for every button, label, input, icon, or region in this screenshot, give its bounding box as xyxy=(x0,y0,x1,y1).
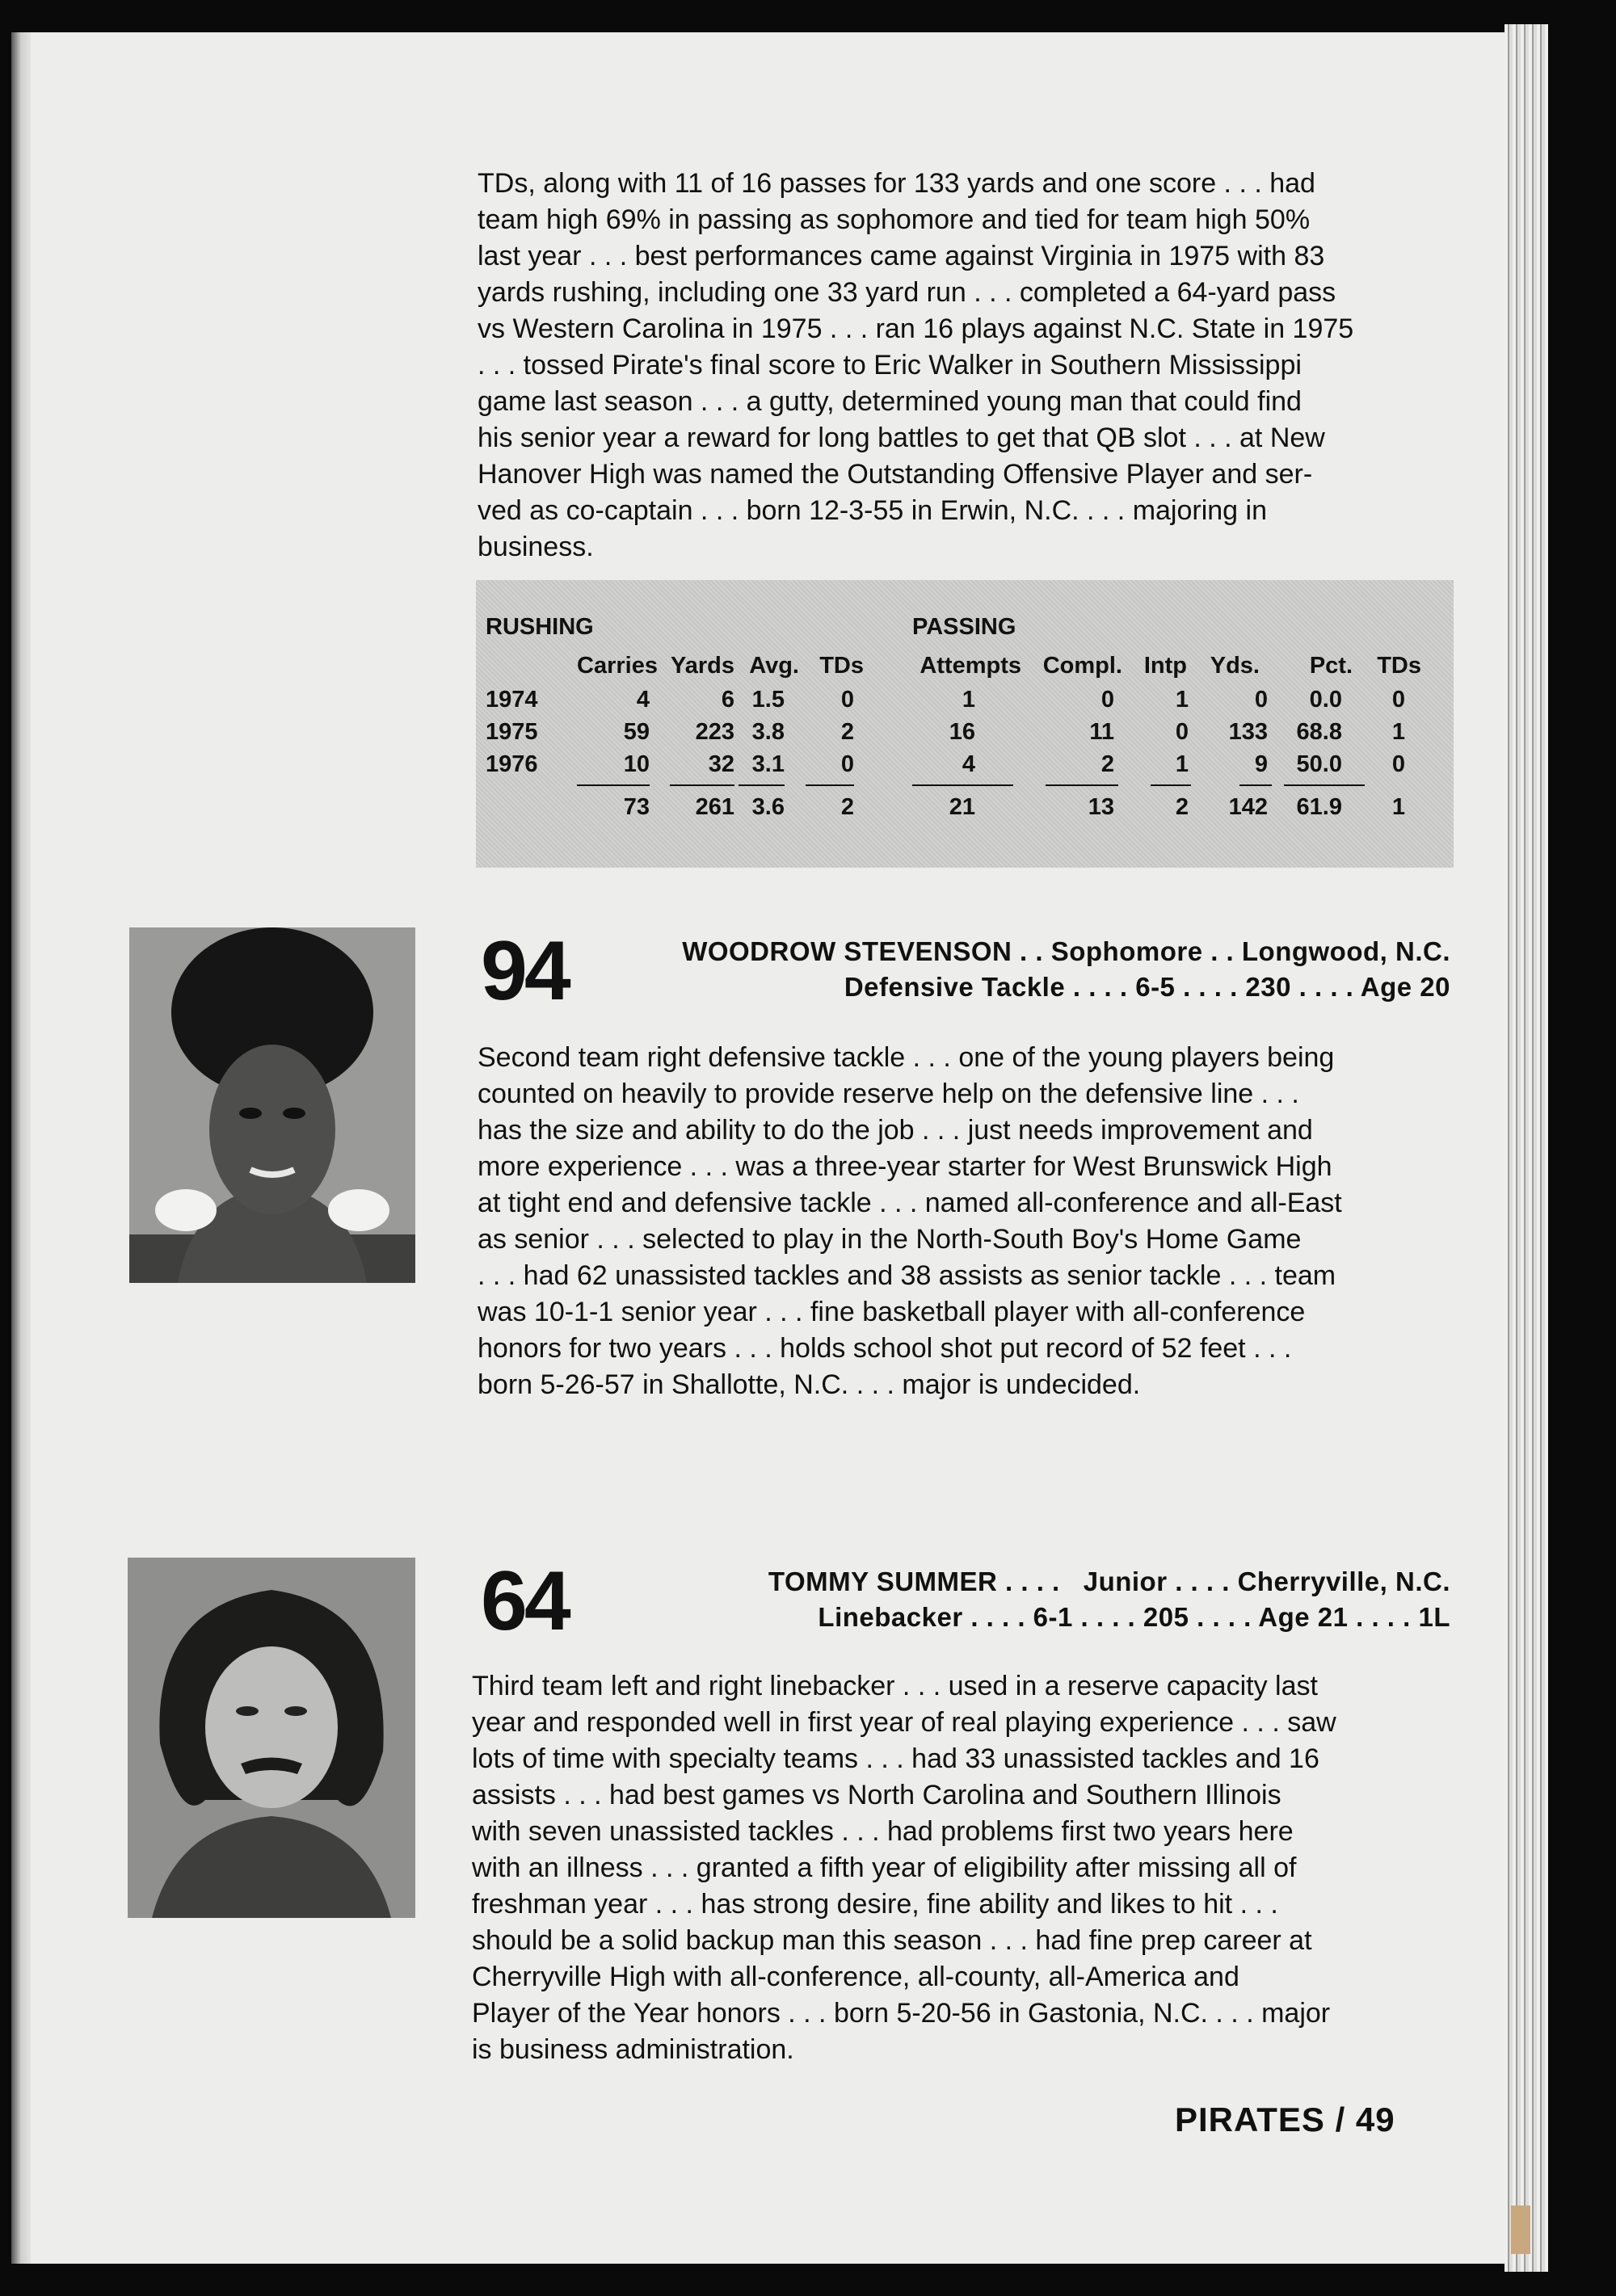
rushing-header: TDs xyxy=(819,653,864,679)
intro-line: TDs, along with 11 of 16 passes for 133 yards and one score . . . had xyxy=(478,168,1315,199)
bio-line: as senior . . . selected to play in the North-South Boy's Home Game xyxy=(478,1224,1302,1255)
stat-cell: 9 xyxy=(1254,751,1268,777)
rushing-header: Yards xyxy=(671,653,734,679)
player-bio xyxy=(478,1040,1451,1403)
stat-cell: 3.1 xyxy=(751,751,785,777)
intro-line: yards rushing, including one 33 yard run . . . completed a 64-yard pass xyxy=(478,277,1336,308)
stat-cell: 0 xyxy=(1391,687,1405,713)
bio-line: at tight end and defensive tackle . . . named all-conference and all-East xyxy=(478,1188,1342,1218)
stat-cell: 223 xyxy=(695,719,734,745)
stat-cell: 0 xyxy=(1254,687,1268,713)
stat-cell: 0 xyxy=(1100,687,1114,713)
jersey-number: 64 xyxy=(481,1554,568,1648)
total-cell: 2 xyxy=(840,794,854,820)
player-bio xyxy=(472,1668,1451,2068)
bio-line: . . . had 62 unassisted tackles and 38 assists as senior tackle . . . team xyxy=(478,1260,1336,1291)
total-cell: 142 xyxy=(1228,794,1268,820)
stat-cell: 16 xyxy=(949,719,975,745)
stat-cell: 133 xyxy=(1228,719,1268,745)
rushing-header: Avg. xyxy=(749,653,799,679)
stat-cell: 59 xyxy=(623,719,650,745)
intro-line: team high 69% in passing as sophomore and tied for team high 50% xyxy=(478,204,1311,235)
total-cell: 61.9 xyxy=(1296,794,1342,820)
stat-cell: 1 xyxy=(1175,687,1189,713)
page-edge xyxy=(1504,24,1548,2272)
stat-cell: 0 xyxy=(1391,751,1405,777)
page-footer: PIRATES / 49 xyxy=(1175,2100,1395,2138)
stat-cell: 32 xyxy=(708,751,734,777)
intro-paragraph xyxy=(478,166,1451,566)
player-info-line: Defensive Tackle . . . . 6-5 . . . . 230 . . . . Age 20 xyxy=(844,972,1450,1002)
intro-line: . . . tossed Pirate's final score to Eric Walker in Southern Mississippi xyxy=(478,350,1302,381)
stat-cell: 4 xyxy=(962,751,975,777)
bio-line: born 5-26-57 in Shallotte, N.C. . . . major is undecided. xyxy=(478,1369,1141,1400)
bio-line: honors for two years . . . holds school shot put record of 52 feet . . . xyxy=(478,1333,1292,1364)
bio-line: more experience . . . was a three-year starter for West Brunswick High xyxy=(478,1151,1332,1182)
passing-header: TDs xyxy=(1377,653,1421,679)
bio-line: should be a solid backup man this season . . . had fine prep career at xyxy=(472,1925,1312,1956)
bio-line: counted on heavily to provide reserve help on the defensive line . . . xyxy=(478,1079,1299,1109)
page-binding xyxy=(11,32,31,2264)
passing-title: PASSING xyxy=(912,614,1016,640)
bio-line: has the size and ability to do the job . . . just needs improvement and xyxy=(478,1115,1313,1146)
total-cell: 3.6 xyxy=(751,794,785,820)
stat-cell: 1 xyxy=(1175,751,1189,777)
total-cell: 21 xyxy=(949,794,975,820)
total-cell: 13 xyxy=(1088,794,1114,820)
intro-line: his senior year a reward for long battles to get that QB slot . . . at New xyxy=(478,423,1325,453)
stats-year: 1975 xyxy=(486,719,538,745)
total-rule xyxy=(912,784,1013,786)
total-rule xyxy=(1151,784,1191,786)
stat-cell: 1.5 xyxy=(751,687,785,713)
rushing-header: Carries xyxy=(577,653,658,679)
total-rule xyxy=(739,784,785,786)
intro-line: ved as co-captain . . . born 12-3-55 in Erwin, N.C. . . . majoring in xyxy=(478,495,1267,526)
stats-year: 1976 xyxy=(486,751,538,777)
total-rule xyxy=(1284,784,1365,786)
bio-line: Second team right defensive tackle . . . one of the young players being xyxy=(478,1042,1335,1073)
bio-line: is business administration. xyxy=(472,2034,794,2065)
stat-cell: 2 xyxy=(1100,751,1114,777)
total-rule xyxy=(1239,784,1272,786)
intro-line: business. xyxy=(478,532,594,562)
player-header xyxy=(481,1554,1450,1648)
jersey-number: 94 xyxy=(481,924,568,1018)
stat-cell: 50.0 xyxy=(1296,751,1342,777)
total-rule xyxy=(806,784,854,786)
total-rule xyxy=(577,784,650,786)
stat-cell: 68.8 xyxy=(1296,719,1342,745)
passing-header: Yds. xyxy=(1210,653,1260,679)
passing-header: Attempts xyxy=(920,653,1021,679)
stat-cell: 2 xyxy=(840,719,854,745)
passing-header: Pct. xyxy=(1309,653,1353,679)
bio-line: with seven unassisted tackles . . . had problems first two years here xyxy=(472,1816,1294,1847)
stat-cell: 4 xyxy=(636,687,650,713)
intro-line: last year . . . best performances came against Virginia in 1975 with 83 xyxy=(478,241,1325,271)
stat-cell: 0 xyxy=(840,751,854,777)
player-name-line: WOODROW STEVENSON . . Sophomore . . Longwood, N.C. xyxy=(682,936,1450,966)
passing-header: Intp xyxy=(1143,653,1187,679)
passing-header: Compl. xyxy=(1042,653,1122,679)
rushing-title: RUSHING xyxy=(486,614,594,640)
intro-line: game last season . . . a gutty, determined young man that could find xyxy=(478,386,1302,417)
bio-line: lots of time with specialty teams . . . had 33 unassisted tackles and 16 xyxy=(472,1743,1319,1774)
stats-table xyxy=(476,580,1454,868)
bio-line: was 10-1-1 senior year . . . fine basketball player with all-conference xyxy=(478,1297,1306,1327)
total-cell: 261 xyxy=(695,794,734,820)
intro-line: Hanover High was named the Outstanding Offensive Player and ser- xyxy=(478,459,1313,490)
bio-line: assists . . . had best games vs North Carolina and Southern Illinois xyxy=(472,1780,1281,1810)
total-rule xyxy=(1046,784,1118,786)
intro-line: vs Western Carolina in 1975 . . . ran 16 plays against N.C. State in 1975 xyxy=(478,313,1354,344)
bio-line: Player of the Year honors . . . born 5-20-56 in Gastonia, N.C. . . . major xyxy=(472,1998,1331,2029)
player-name-line: TOMMY SUMMER . . . . Junior . . . . Cherryville, N.C. xyxy=(768,1566,1450,1596)
bio-line: year and responded well in first year of real playing experience . . . saw xyxy=(472,1707,1336,1738)
stat-cell: 1 xyxy=(962,687,975,713)
stats-year: 1974 xyxy=(486,687,538,713)
stat-cell: 0 xyxy=(840,687,854,713)
total-cell: 1 xyxy=(1391,794,1405,820)
stat-cell: 11 xyxy=(1089,719,1114,745)
player-header xyxy=(481,924,1450,1018)
bio-line: with an illness . . . granted a fifth year of eligibility after missing all of xyxy=(472,1852,1297,1883)
stat-cell: 0 xyxy=(1175,719,1189,745)
stat-cell: 6 xyxy=(721,687,734,713)
total-cell: 73 xyxy=(623,794,650,820)
bio-line: freshman year . . . has strong desire, fine ability and likes to hit . . . xyxy=(472,1889,1278,1920)
player-photo xyxy=(128,1558,415,1918)
bio-line: Third team left and right linebacker . . . used in a reserve capacity last xyxy=(472,1671,1318,1701)
stat-cell: 10 xyxy=(623,751,650,777)
player-photo xyxy=(129,927,415,1283)
stat-cell: 3.8 xyxy=(751,719,785,745)
total-cell: 2 xyxy=(1175,794,1189,820)
stat-cell: 0.0 xyxy=(1309,687,1342,713)
player-info-line: Linebacker . . . . 6-1 . . . . 205 . . . . Age 21 . . . . 1L xyxy=(818,1602,1450,1632)
total-rule xyxy=(670,784,734,786)
stat-cell: 1 xyxy=(1391,719,1405,745)
bio-line: Cherryville High with all-conference, all-county, all-America and xyxy=(472,1962,1239,1992)
